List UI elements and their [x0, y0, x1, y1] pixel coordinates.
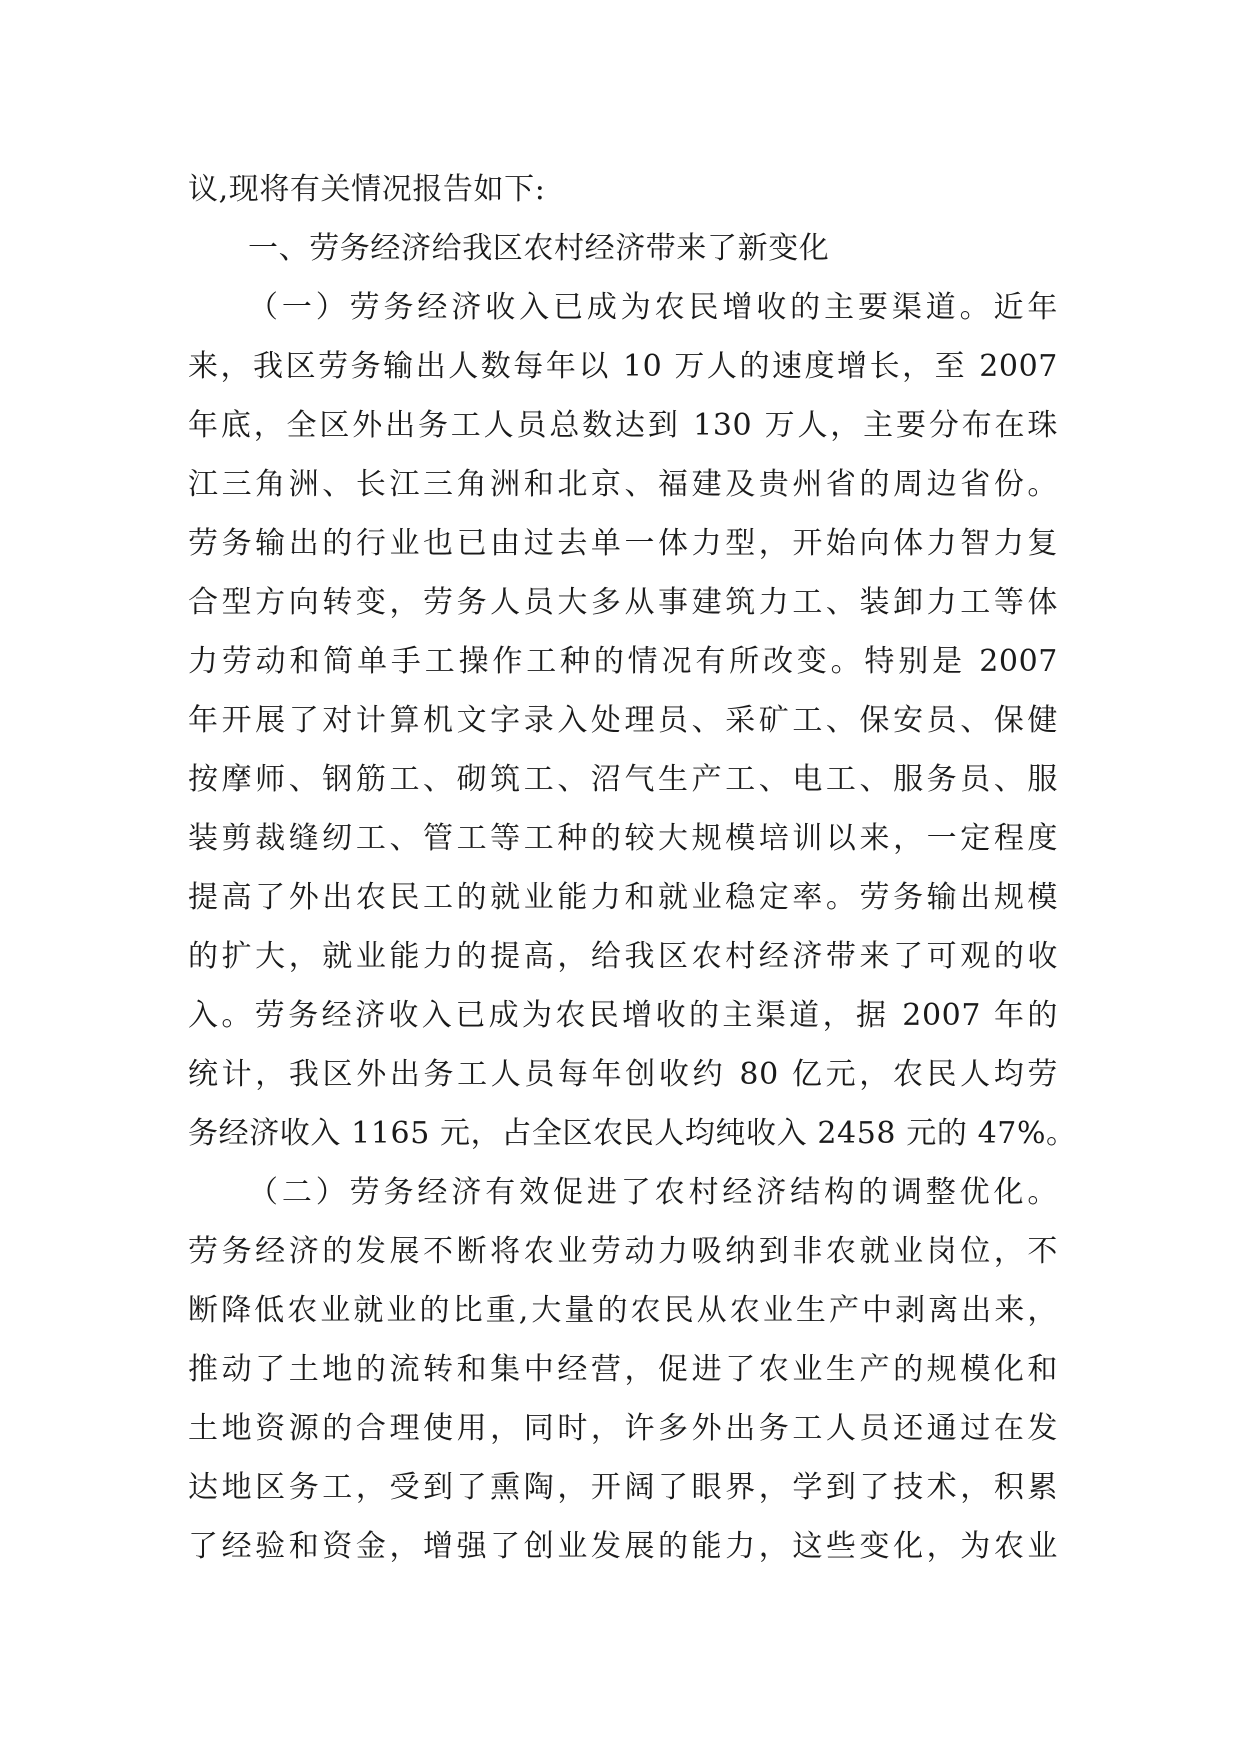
section-heading: 一、劳务经济给我区农村经济带来了新变化 — [248, 231, 830, 266]
text-line: 江三角洲、长江三角洲和北京、福建及贵州省的周边省份。 — [188, 467, 1058, 502]
text-line: 年开展了对计算机文字录入处理员、采矿工、保安员、保健 — [188, 703, 1058, 738]
text-line: 议,现将有关情况报告如下: — [188, 172, 546, 207]
subsection-heading: （一）劳务经济收入已成为农民增收的主要渠道。近年 — [248, 290, 1058, 325]
text-line: 年底，全区外出务工人员总数达到 130 万人，主要分布在珠 — [188, 408, 1058, 443]
text-line: 达地区务工，受到了熏陶，开阔了眼界，学到了技术，积累 — [188, 1470, 1058, 1505]
text-line: 土地资源的合理使用，同时，许多外出务工人员还通过在发 — [188, 1411, 1058, 1446]
text-line: 的扩大，就业能力的提高，给我区农村经济带来了可观的收 — [188, 939, 1058, 974]
text-line: 按摩师、钢筋工、砌筑工、沼气生产工、电工、服务员、服 — [188, 762, 1058, 797]
text-line: 务经济收入 1165 元，占全区农民人均纯收入 2458 元的 47%。 — [188, 1116, 1077, 1151]
text-line: 力劳动和简单手工操作工种的情况有所改变。特别是 2007 — [188, 644, 1058, 679]
subsection-heading: （二）劳务经济有效促进了农村经济结构的调整优化。 — [248, 1175, 1058, 1210]
text-line: 劳务输出的行业也已由过去单一体力型，开始向体力智力复 — [188, 526, 1058, 561]
text-line: 合型方向转变，劳务人员大多从事建筑力工、装卸力工等体 — [188, 585, 1058, 620]
text-line: 装剪裁缝纫工、管工等工种的较大规模培训以来，一定程度 — [188, 821, 1058, 856]
report-body — [188, 160, 1077, 1576]
text-line: 来，我区劳务输出人数每年以 10 万人的速度增长，至 2007 — [188, 349, 1058, 384]
text-line: 劳务经济的发展不断将农业劳动力吸纳到非农就业岗位，不 — [188, 1234, 1058, 1269]
text-line: 入。劳务经济收入已成为农民增收的主渠道，据 2007 年的 — [188, 998, 1058, 1033]
text-line: 断降低农业就业的比重,大量的农民从农业生产中剥离出来， — [188, 1293, 1058, 1328]
text-line: 提高了外出农民工的就业能力和就业稳定率。劳务输出规模 — [188, 880, 1058, 915]
text-line: 推动了土地的流转和集中经营，促进了农业生产的规模化和 — [188, 1352, 1058, 1387]
text-line: 统计，我区外出务工人员每年创收约 80 亿元，农民人均劳 — [188, 1057, 1058, 1092]
text-line: 了经验和资金，增强了创业发展的能力，这些变化，为农业 — [188, 1529, 1058, 1564]
